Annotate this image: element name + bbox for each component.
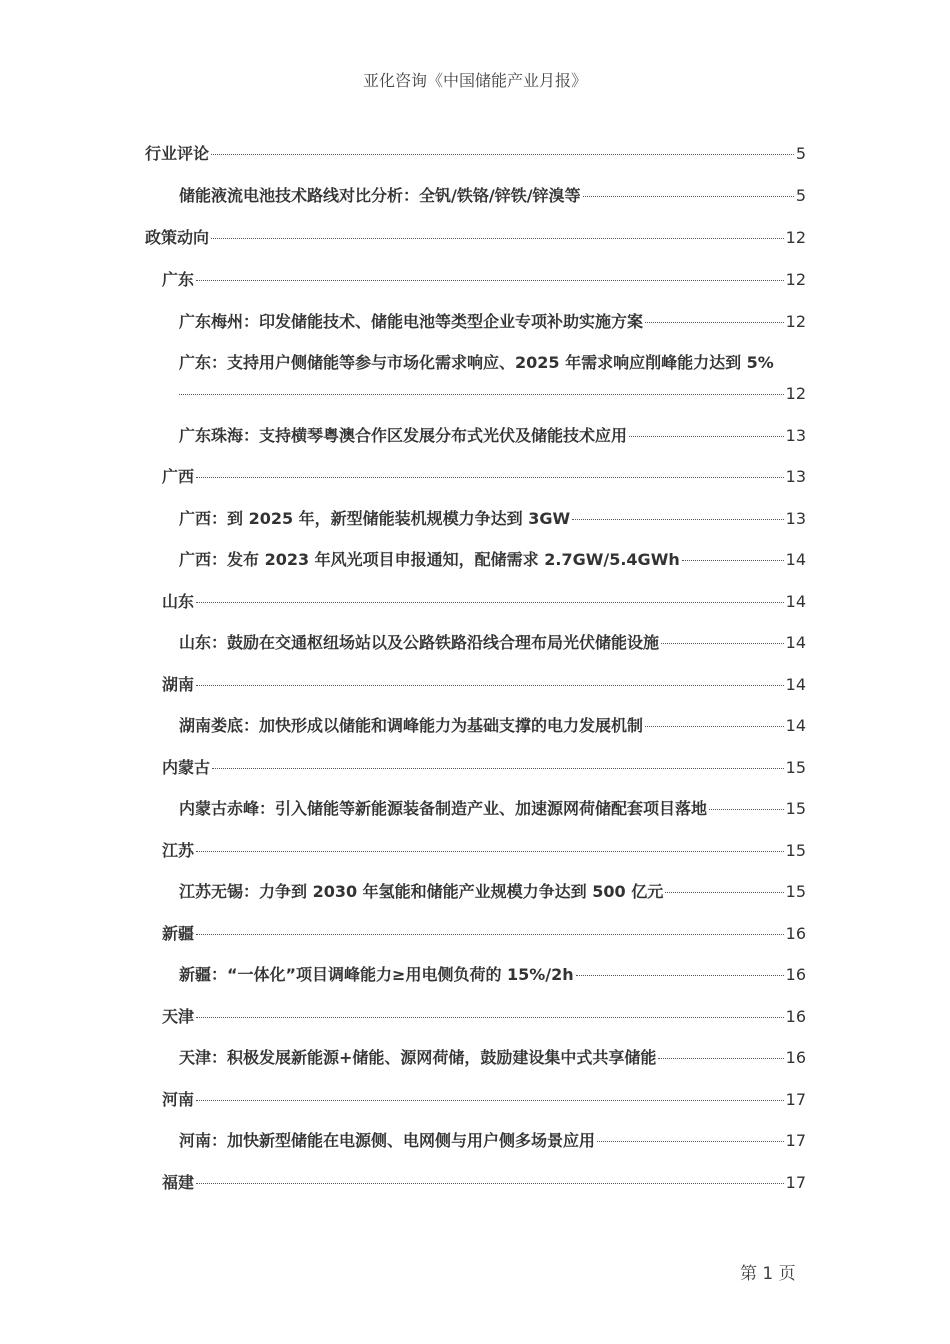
toc-entry-label: 新疆: [162, 924, 195, 943]
toc-entry-label: 河南: [162, 1090, 195, 1109]
toc-leader-dots: [583, 196, 794, 197]
toc-leader-dots: [196, 685, 784, 686]
toc-entry[interactable]: [179, 1129, 806, 1153]
toc-entry-label: 山东: [162, 592, 195, 611]
toc-entry[interactable]: [162, 673, 806, 697]
page-number: 第 1 页: [740, 1264, 796, 1284]
toc-leader-dots: [196, 280, 784, 281]
toc-entry-page: 17: [785, 1090, 806, 1109]
toc-leader-dots: [196, 602, 784, 603]
toc-leader-dots: [196, 477, 784, 478]
toc-entry[interactable]: [162, 839, 806, 863]
toc-leader-dots: [629, 436, 784, 437]
toc-entry-label: 广东：支持用户侧储能等参与市场化需求响应、2025 年需求响应削峰能力达到 5%: [179, 353, 774, 372]
toc-entry[interactable]: [145, 226, 806, 250]
toc-entry[interactable]: [179, 631, 806, 655]
toc-entry[interactable]: [179, 880, 806, 904]
toc-entry-page: 14: [785, 633, 806, 652]
toc-leader-dots: [211, 154, 794, 155]
toc-leader-dots: [196, 1183, 784, 1184]
toc-entry-page: 14: [785, 592, 806, 611]
toc-entry[interactable]: [179, 548, 806, 572]
toc-entry-page: 13: [785, 509, 806, 528]
toc-entry-label: 湖南: [162, 675, 195, 694]
toc-entry[interactable]: [179, 424, 806, 448]
toc-entry-label: 广东梅州：印发储能技术、储能电池等类型企业专项补助实施方案: [179, 312, 644, 331]
toc-entry-label: 内蒙古赤峰：引入储能等新能源装备制造产业、加速源网荷储配套项目落地: [179, 799, 708, 818]
toc-entry[interactable]: [179, 184, 806, 208]
toc-entry-label: 广西：发布 2023 年风光项目申报通知，配储需求 2.7GW/5.4GWh: [179, 550, 680, 569]
toc-leader-dots: [682, 560, 784, 561]
toc-leader-dots: [661, 643, 784, 644]
toc-entry-page: 14: [785, 675, 806, 694]
toc-entry[interactable]: [179, 714, 806, 738]
toc-entry-label: 江苏: [162, 841, 195, 860]
toc-leader-dots: [576, 975, 784, 976]
toc-entry-page: 15: [785, 799, 806, 818]
toc-entry[interactable]: [179, 310, 806, 334]
toc-entry-label: 天津：积极发展新能源+储能、源网荷储，鼓励建设集中式共享储能: [179, 1048, 657, 1067]
toc-leader-dots: [709, 809, 784, 810]
toc-entry-label: 行业评论: [145, 144, 210, 163]
toc-leader-dots: [196, 1017, 784, 1018]
toc-entry-label: 江苏无锡：力争到 2030 年氢能和储能产业规模力争达到 500 亿元: [179, 882, 664, 901]
toc-entry[interactable]: [162, 1005, 806, 1029]
toc-entry[interactable]: [179, 1046, 806, 1070]
toc-entry-page: 16: [785, 965, 806, 984]
toc-entry-page: 14: [785, 550, 806, 569]
toc-entry-continuation: [179, 382, 806, 406]
toc-leader-dots: [179, 394, 784, 395]
toc-entry-page: 5: [795, 186, 806, 205]
toc-entry[interactable]: [179, 507, 806, 531]
toc-entry[interactable]: [162, 465, 806, 489]
toc-entry[interactable]: [162, 1171, 806, 1195]
toc-entry-label: 广西: [162, 467, 195, 486]
toc-entry[interactable]: [145, 142, 806, 166]
toc-entry-page: 17: [785, 1131, 806, 1150]
toc-leader-dots: [572, 519, 783, 520]
toc-leader-dots: [196, 934, 784, 935]
toc-entry[interactable]: [162, 1088, 806, 1112]
toc-entry-label: 广西：到 2025 年，新型储能装机规模力争达到 3GW: [179, 509, 571, 528]
toc-entry-page: 15: [785, 758, 806, 777]
toc-entry[interactable]: [179, 797, 806, 821]
toc-entry-label: 湖南娄底：加快形成以储能和调峰能力为基础支撑的电力发展机制: [179, 716, 644, 735]
toc-entry-page: 13: [785, 426, 806, 445]
toc-entry-label: 新疆：“一体化”项目调峰能力≥用电侧负荷的 15%/2h: [179, 965, 574, 984]
toc-leader-dots: [196, 1100, 784, 1101]
toc-entry-label: 广东珠海：支持横琴粤澳合作区发展分布式光伏及储能技术应用: [179, 426, 628, 445]
toc-entry[interactable]: [179, 963, 806, 987]
toc-leader-dots: [645, 726, 784, 727]
page-header-title: 亚化咨询《中国储能产业月报》: [362, 71, 587, 90]
toc-entry-label: 内蒙古: [162, 758, 211, 777]
toc-entry[interactable]: [162, 268, 806, 292]
toc-entry-page: 16: [785, 1007, 806, 1026]
toc-entry-label: 河南：加快新型储能在电源侧、电网侧与用户侧多场景应用: [179, 1131, 596, 1150]
toc-entry-label: 山东：鼓励在交通枢纽场站以及公路铁路沿线合理布局光伏储能设施: [179, 633, 660, 652]
toc-entry-label: 广东: [162, 270, 195, 289]
toc-leader-dots: [645, 322, 784, 323]
toc-leader-dots: [212, 768, 784, 769]
toc-entry-page: 12: [785, 312, 806, 331]
toc-entry-page: 12: [785, 270, 806, 289]
toc-entry-page: 12: [785, 384, 806, 403]
toc-leader-dots: [658, 1058, 783, 1059]
toc-leader-dots: [597, 1141, 784, 1142]
toc-leader-dots: [211, 238, 784, 239]
toc-entry[interactable]: [162, 756, 806, 780]
toc-entry-label: 政策动向: [145, 228, 210, 247]
toc-leader-dots: [196, 851, 784, 852]
toc-entry-page: 5: [795, 144, 806, 163]
toc-entry-page: 15: [785, 882, 806, 901]
toc-entry-label: 福建: [162, 1173, 195, 1192]
toc-entry-page: 16: [785, 1048, 806, 1067]
toc-entry[interactable]: [162, 922, 806, 946]
toc-entry-page: 13: [785, 467, 806, 486]
toc-entry-page: 15: [785, 841, 806, 860]
toc-entry-page: 12: [785, 228, 806, 247]
toc-entry-page: 14: [785, 716, 806, 735]
toc-leader-dots: [665, 892, 783, 893]
toc-entry-page: 17: [785, 1173, 806, 1192]
toc-entry-page: 16: [785, 924, 806, 943]
toc-entry-label: 天津: [162, 1007, 195, 1026]
toc-entry[interactable]: [162, 590, 806, 614]
toc-entry-label: 储能液流电池技术路线对比分析：全钒/铁铬/锌铁/锌溴等: [179, 186, 581, 205]
